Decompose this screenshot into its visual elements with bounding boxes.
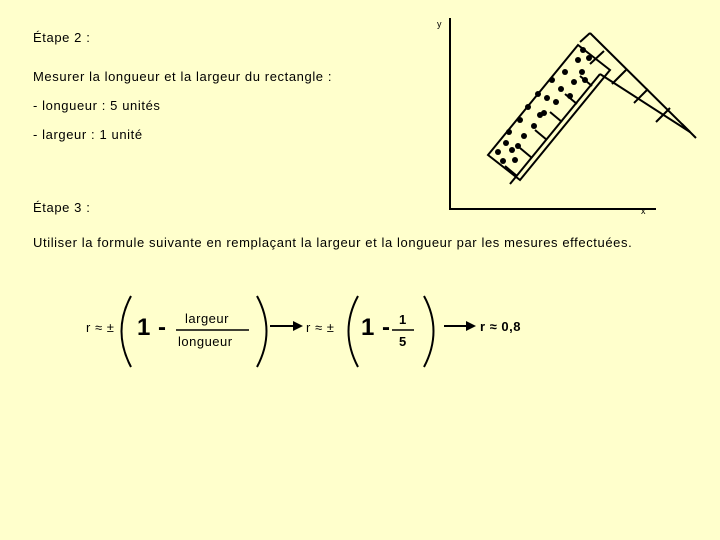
step2-instruction: Mesurer la longueur et la largeur du rectangle : bbox=[33, 69, 333, 84]
length-ruler bbox=[510, 33, 696, 184]
step2-title: Étape 2 : bbox=[33, 30, 91, 45]
formula2-numerator: 1 bbox=[399, 312, 407, 327]
arrow-1-head bbox=[293, 321, 303, 331]
formula1-denominator: longueur bbox=[178, 334, 233, 349]
width-measure: - largeur : 1 unité bbox=[33, 127, 143, 142]
data-points bbox=[495, 47, 592, 164]
x-axis-label: x bbox=[641, 206, 646, 216]
step3-instruction: Utiliser la formule suivante en remplaçant la largeur et la longueur par les mesures effectuées. bbox=[33, 235, 633, 250]
formula2-one-minus: 1 - bbox=[361, 314, 391, 341]
arrow-2-head bbox=[466, 321, 476, 331]
result: r ≈ 0,8 bbox=[480, 319, 521, 334]
width-ruler-ticks bbox=[505, 76, 592, 176]
formula1-lhs: r ≈ ± bbox=[86, 320, 115, 335]
step3-title: Étape 3 : bbox=[33, 200, 91, 215]
formula2-denominator: 5 bbox=[399, 334, 407, 349]
y-axis-label: y bbox=[437, 19, 442, 29]
formula2-lhs: r ≈ ± bbox=[306, 320, 335, 335]
formula1-one-minus: 1 - bbox=[137, 314, 167, 341]
length-measure: - longueur : 5 unités bbox=[33, 98, 161, 113]
bounding-rectangle bbox=[488, 45, 610, 180]
formula1-numerator: largeur bbox=[185, 311, 229, 326]
